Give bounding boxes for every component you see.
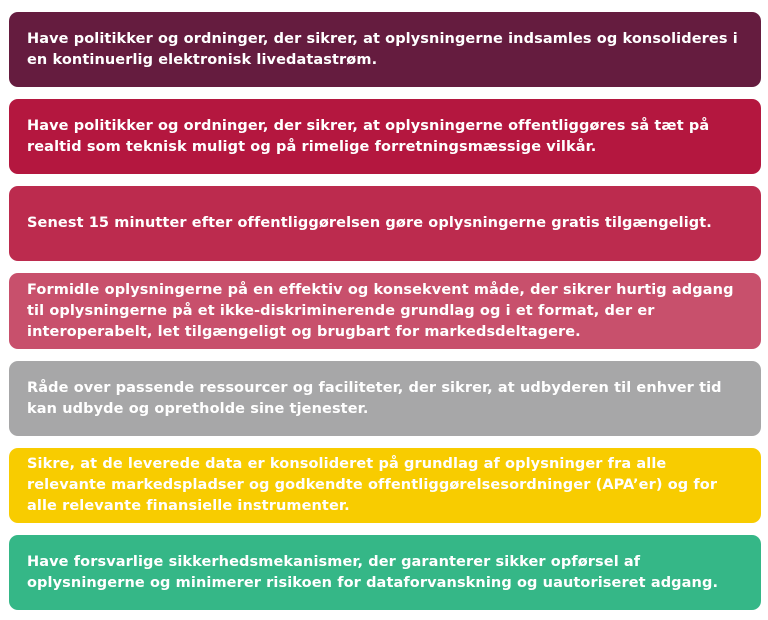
requirement-box-2 (9, 99, 761, 174)
requirement-box-6 (9, 448, 761, 523)
requirement-box-1 (9, 12, 761, 87)
requirement-text-2: Have politikker og ordninger, der sikrer, at oplysningerne offentliggøres så tæt på realtid som teknisk muligt og på rimelige forretningsmæssige vilkår. (27, 117, 710, 155)
requirement-box-7 (9, 535, 761, 610)
requirement-text-5: Råde over passende ressourcer og faciliteter, der sikrer, at udbyderen til enhver tid kan udbyde og opretholde sine tjenester. (27, 379, 722, 417)
requirement-box-5 (9, 361, 761, 436)
requirement-text-6: Sikre, at de leverede data er konsolideret på grundlag af oplysninger fra alle relevante markedspladser og godkendte offentliggørelsesordninger (APA’er) og for alle relevante finansielle instrumenter. (27, 456, 718, 514)
requirements-stack (9, 12, 761, 610)
requirement-text-1: Have politikker og ordninger, der sikrer, at oplysningerne indsamles og konsolideres i en kontinuerlig elektronisk livedatastrøm. (27, 30, 738, 68)
requirement-text-3: Senest 15 minutter efter offentliggørelsen gøre oplysningerne gratis tilgængeligt. (27, 215, 712, 231)
requirement-box-4 (9, 273, 761, 349)
requirement-box-3 (9, 186, 761, 261)
requirement-text-4: Formidle oplysningerne på en effektiv og konsekvent måde, der sikrer hurtig adgang til oplysningerne på et ikke-diskriminerende grundlag og i et format, der er interoperabelt, let tilgængeligt og brugbart for markedsdeltagere. (27, 281, 734, 340)
requirement-text-7: Have forsvarlige sikkerhedsmekanismer, der garanterer sikker opførsel af oplysningerne og minimerer risikoen for dataforvanskning og uautoriseret adgang. (27, 553, 719, 591)
